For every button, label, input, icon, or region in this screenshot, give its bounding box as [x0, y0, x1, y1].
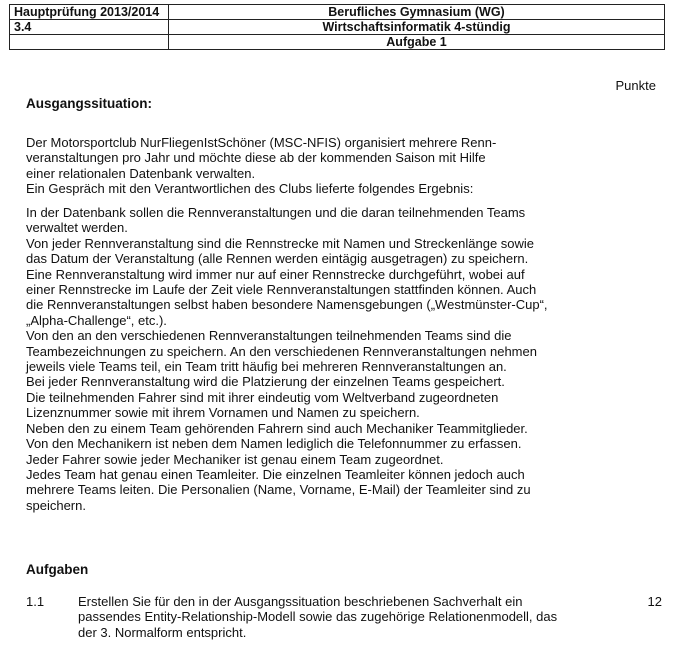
exam-header-table — [9, 4, 665, 50]
intro-line: Der Motorsportclub NurFliegenIstSchöner (MSC-NFIS) organisiert mehrere Renn- — [26, 135, 497, 150]
section-number-cell: 3.4 — [10, 20, 169, 35]
task-line: passendes Entity-Relationship-Modell sowie das zugehörige Relationenmodell, das — [78, 609, 558, 625]
detail-line: Jeder Fahrer sowie jeder Mechaniker ist genau einem Team zugeordnet. — [26, 451, 444, 467]
detail-line: das Datum der Veranstaltung (alle Rennen werden eintägig ausgetragen) zu speichern. — [26, 251, 529, 267]
situation-intro — [26, 135, 626, 197]
detail-line: Von jeder Rennveranstaltung sind die Rennstrecke mit Namen und Streckenlänge sowie — [26, 235, 535, 251]
points-column-label: Punkte — [615, 78, 656, 93]
tasks-heading: Aufgaben — [26, 562, 89, 577]
detail-line: Teambezeichnungen zu speichern. An den verschiedenen Rennveranstaltungen nehmen — [26, 343, 537, 359]
task-points: 12 — [647, 594, 662, 609]
detail-line: Bei jeder Rennveranstaltung wird die Platzierung der einzelnen Teams gespeichert. — [26, 374, 505, 390]
intro-line: Ein Gespräch mit den Verantwortlichen des Clubs lieferte folgendes Ergebnis: — [26, 181, 474, 197]
exam-title-cell: Hauptprüfung 2013/2014 — [10, 5, 169, 20]
detail-line: Eine Rennveranstaltung wird immer nur auf einer Rennstrecke durchgeführt, wobei auf — [26, 266, 525, 282]
detail-line: jeweils viele Teams teil, ein Team tritt häufig bei mehreren Rennveranstaltungen an. — [26, 359, 507, 375]
task-line: der 3. Normalform entspricht. — [78, 624, 247, 640]
detail-line: verwaltet werden. — [26, 220, 128, 236]
detail-line: Jedes Team hat genau einen Teamleiter. Die einzelnen Teamleiter können jedoch auch — [26, 466, 525, 482]
detail-line: die Rennveranstaltungen selbst haben besondere Namensgebungen („Westmünster-Cup“, — [26, 297, 548, 313]
intro-line: einer relationalen Datenbank verwalten. — [26, 165, 256, 181]
detail-line: „Alpha-Challenge“, etc.). — [26, 312, 167, 328]
detail-line: speichern. — [26, 497, 86, 513]
detail-line: Die teilnehmenden Fahrer sind mit ihrer eindeutig vom Weltverband zugeordneten — [26, 389, 499, 405]
task-title-cell: Aufgabe 1 — [169, 35, 665, 50]
task-number: 1.1 — [26, 594, 45, 609]
intro-line: veranstaltungen pro Jahr und möchte diese ab der kommenden Saison mit Hilfe — [26, 150, 486, 166]
task-line: Erstellen Sie für den in der Ausgangssituation beschriebenen Sachverhalt ein — [78, 594, 523, 609]
detail-line: Neben den zu einem Team gehörenden Fahrern sind auch Mechaniker Teammitglieder. — [26, 420, 528, 436]
task-text — [78, 594, 598, 640]
situation-heading: Ausgangssituation: — [26, 96, 153, 111]
detail-line: einer Rennstrecke im Laufe der Zeit viele Rennveranstaltungen stattfinden können. Auch — [26, 282, 537, 298]
detail-line: Von den Mechanikern ist neben dem Namen lediglich die Telefonnummer zu erfassen. — [26, 436, 522, 452]
school-type-cell: Berufliches Gymnasium (WG) — [169, 5, 665, 20]
detail-line: In der Datenbank sollen die Rennveranstaltungen und die daran teilnehmenden Teams — [26, 205, 526, 220]
subject-cell: Wirtschaftsinformatik 4-stündig — [169, 20, 665, 35]
detail-line: mehrere Teams leiten. Die Personalien (Name, Vorname, E-Mail) der Teamleiter sind zu — [26, 482, 531, 498]
empty-cell — [10, 35, 169, 50]
situation-details — [26, 205, 626, 513]
detail-line: Lizenznummer sowie mit ihrem Vornamen und Namen zu speichern. — [26, 405, 420, 421]
detail-line: Von den an den verschiedenen Rennveranstaltungen teilnehmenden Teams sind die — [26, 328, 512, 344]
